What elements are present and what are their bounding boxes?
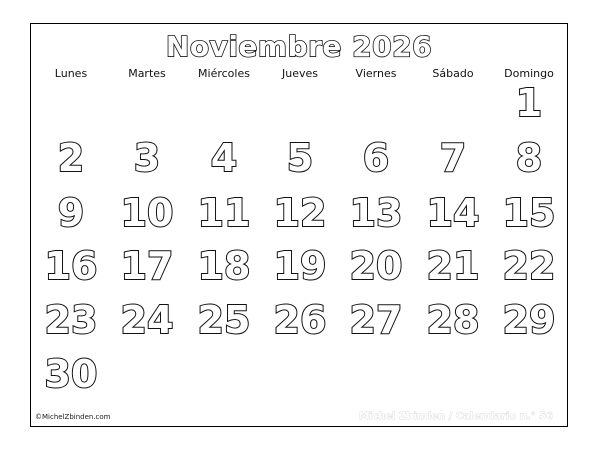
day-29: 29 bbox=[502, 298, 556, 342]
weekday-wednesday: Miércoles bbox=[198, 67, 250, 80]
day-22: 22 bbox=[502, 244, 556, 288]
weekday-friday: Viernes bbox=[355, 67, 397, 80]
calendar-title: Noviembre 2026 bbox=[165, 30, 433, 63]
day-9: 9 bbox=[57, 191, 85, 235]
day-11: 11 bbox=[197, 191, 251, 235]
day-28: 28 bbox=[426, 298, 480, 342]
day-12: 12 bbox=[273, 191, 327, 235]
weekday-sunday: Domingo bbox=[504, 67, 554, 80]
day-19: 19 bbox=[273, 244, 327, 288]
day-23: 23 bbox=[44, 298, 98, 342]
day-4: 4 bbox=[210, 136, 238, 180]
day-8: 8 bbox=[515, 136, 543, 180]
weekday-monday: Lunes bbox=[54, 67, 88, 80]
day-27: 27 bbox=[349, 298, 403, 342]
day-25: 25 bbox=[197, 298, 251, 342]
calendar-page bbox=[30, 23, 568, 427]
day-7: 7 bbox=[439, 136, 467, 180]
day-24: 24 bbox=[120, 298, 174, 342]
day-20: 20 bbox=[349, 244, 403, 288]
day-1: 1 bbox=[515, 81, 543, 125]
weekday-thursday: Jueves bbox=[282, 67, 318, 80]
calendar-credit: Michel Zbinden / Calendario n.° 56 bbox=[358, 411, 553, 422]
day-15: 15 bbox=[502, 191, 556, 235]
day-18: 18 bbox=[197, 244, 251, 288]
day-21: 21 bbox=[426, 244, 480, 288]
day-14: 14 bbox=[426, 191, 480, 235]
day-6: 6 bbox=[362, 136, 390, 180]
weekday-saturday: Sábado bbox=[432, 67, 474, 80]
day-10: 10 bbox=[120, 191, 174, 235]
day-17: 17 bbox=[120, 244, 174, 288]
day-13: 13 bbox=[349, 191, 403, 235]
day-30: 30 bbox=[44, 352, 98, 396]
day-grid bbox=[31, 24, 569, 428]
day-5: 5 bbox=[286, 136, 314, 180]
day-26: 26 bbox=[273, 298, 327, 342]
day-2: 2 bbox=[57, 136, 85, 180]
weekday-tuesday: Martes bbox=[128, 67, 166, 80]
day-16: 16 bbox=[44, 244, 98, 288]
day-3: 3 bbox=[133, 136, 161, 180]
website-credit: ©MichelZbinden.com bbox=[35, 413, 111, 421]
